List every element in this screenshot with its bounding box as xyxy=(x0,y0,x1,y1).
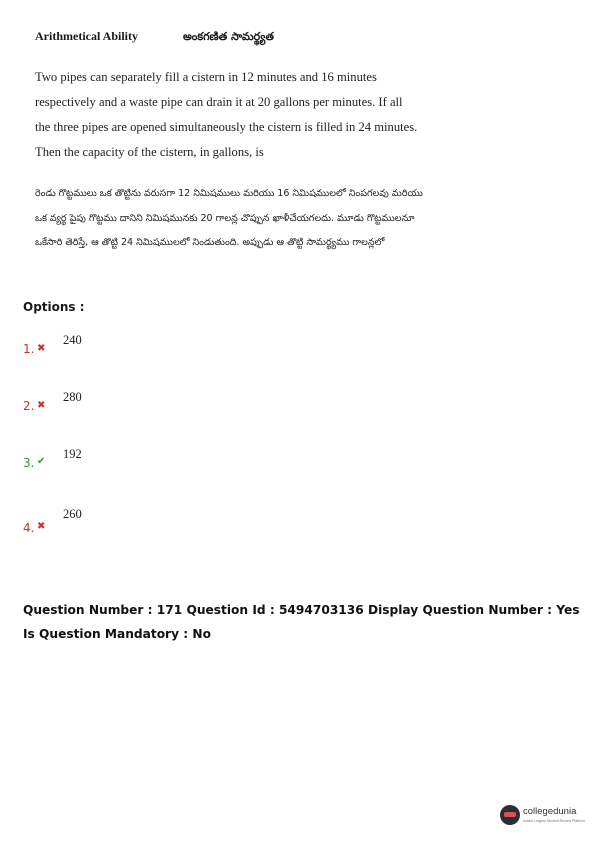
subject-telugu: అంకగణిత సామర్థ్యత xyxy=(182,30,274,43)
footer-logo xyxy=(500,803,590,829)
student-mascot-icon xyxy=(500,805,520,825)
brand-tagline: India's Largest Student Review Platform xyxy=(523,819,586,823)
option-value: 192 xyxy=(63,447,82,461)
option-value: 240 xyxy=(63,333,82,347)
option-1 xyxy=(23,333,223,363)
option-value: 260 xyxy=(63,507,82,521)
subject-heading xyxy=(35,29,274,46)
brand-name: collegedunia xyxy=(523,806,577,817)
question-meta: Question Number : 171 Question Id : 5494703136 Display Question Number : Yes Is Question Mandatory : No xyxy=(23,603,580,641)
wrong-mark-icon: ✖ xyxy=(37,521,46,532)
question-text-english: Two pipes can separately fill a cistern in 12 minutes and 16 minutes respectively and a waste pipe can drain it at 20 gallons per minutes. If all the three pipes are opened simultaneously the cistern is filled in 24 minutes. Then the capacity of the cistern, in gallons, is xyxy=(35,70,418,159)
option-number: 1. xyxy=(23,342,35,356)
subject-english: Arithmetical Ability xyxy=(35,29,138,43)
option-number: 4. xyxy=(23,521,35,535)
option-2 xyxy=(23,392,223,422)
option-number: 2. xyxy=(23,399,35,413)
question-text-telugu: రెండు గొట్టములు ఒక తొట్టిను వరుసగా 12 నిమిషములు మరియు 16 నిమిషములలో నింపగలవు మరియు ఒక వ్యర్థ పైపు గొట్టము దానిని నిమిషమునకు 20 గాలన్ల చొప్పున ఖాళీచేయగలదు. మూడు గొట్టములనూ ఒకేసారి తెరిస్తే, ఆ తొట్టి 24 నిమిషములలో నిండుతుంది. అప్పుడు ఆ తొట్టి సామర్థ్యము గాలన్లలో xyxy=(35,188,423,248)
option-number: 3. xyxy=(23,456,35,470)
option-4 xyxy=(23,509,223,539)
options-label: Options : xyxy=(23,300,85,314)
check-mark-icon: ✔ xyxy=(37,456,46,467)
option-3 xyxy=(23,447,223,480)
wrong-mark-icon: ✖ xyxy=(37,400,46,411)
option-value: 280 xyxy=(63,390,82,404)
wrong-mark-icon: ✖ xyxy=(37,343,46,354)
